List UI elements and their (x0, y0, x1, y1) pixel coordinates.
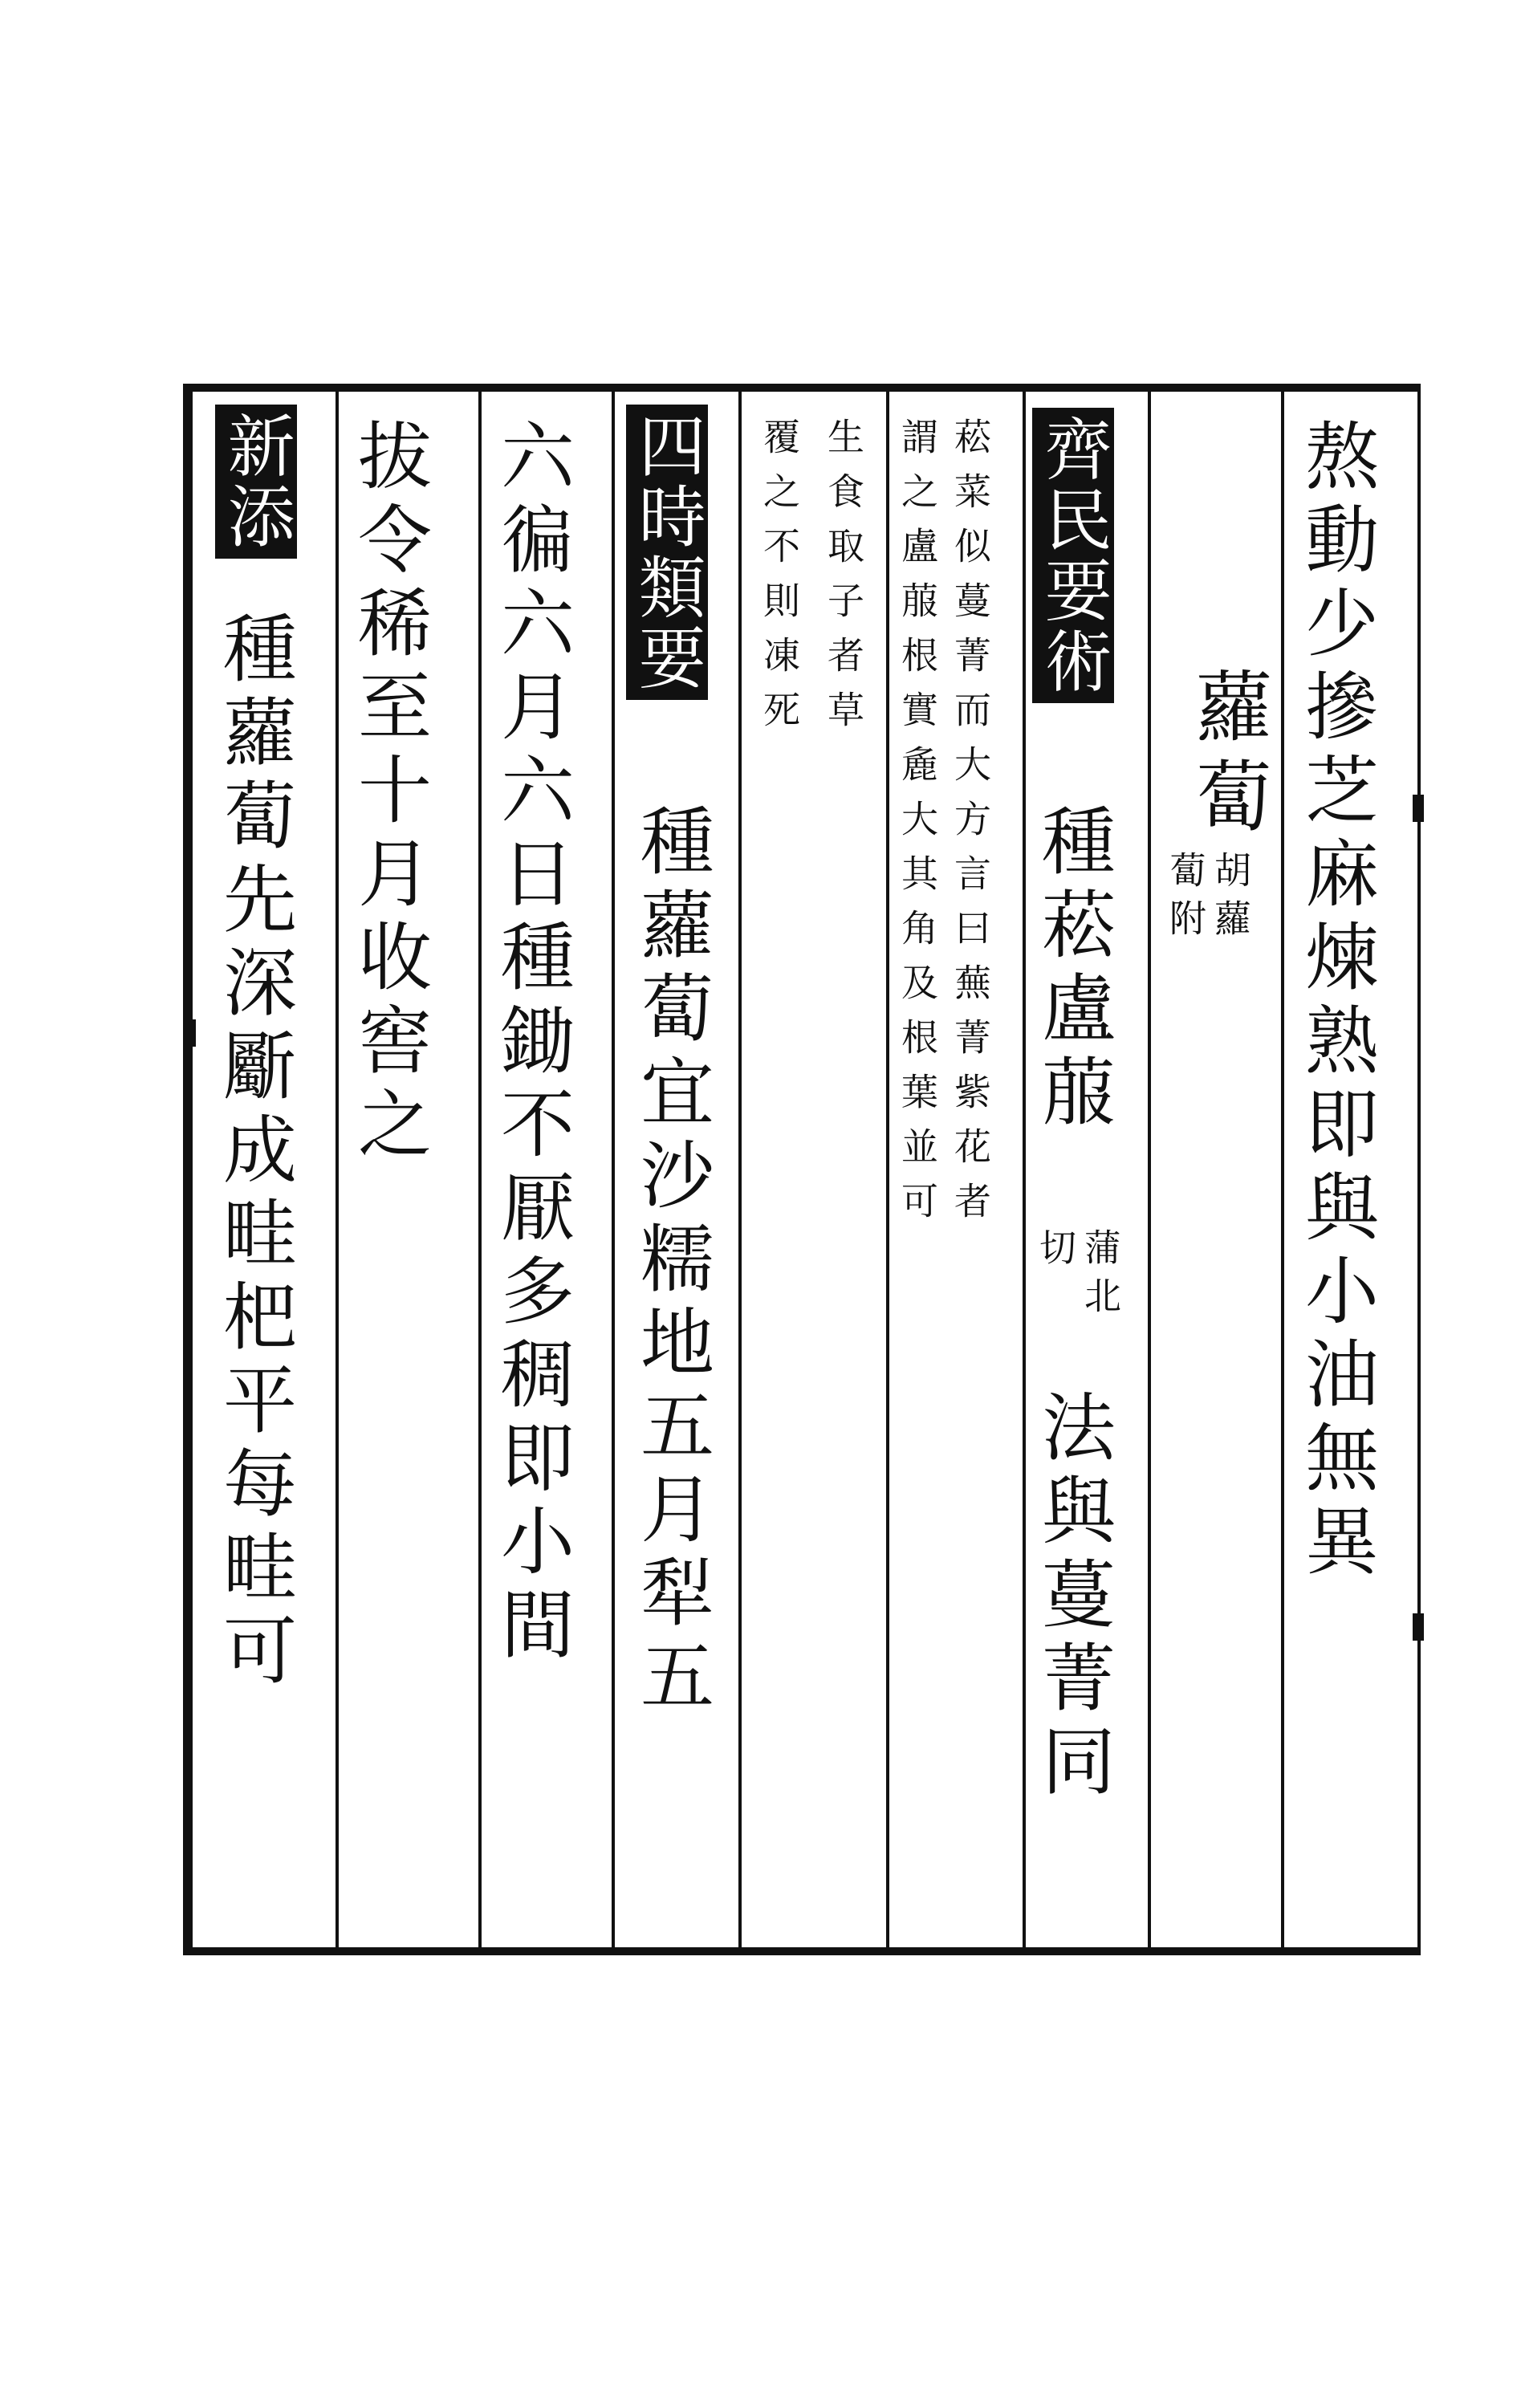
text-column-8: 種蘿蔔宜沙糯地五月犁五 (628, 803, 714, 1721)
source-label-sishi-leiyao: 四時類要 (626, 405, 708, 700)
annotation-line: 蔔附 (1164, 851, 1207, 947)
column-rule (336, 384, 339, 1955)
edge-mark (1413, 1613, 1424, 1641)
section-heading: 蘿蔔 (1183, 666, 1273, 846)
source-label-qimin-yaoshu: 齊民要術 (1032, 408, 1114, 703)
commentary-column-4: 覆之不則凍死 (758, 417, 801, 745)
commentary-column-3: 生食取子者草 (822, 417, 865, 745)
column-rule (478, 384, 482, 1955)
text-column-10: 拔令稀至十月收窖之 (346, 417, 432, 1169)
edge-mark (185, 1019, 196, 1047)
column-rule (1023, 384, 1026, 1955)
text-column-9: 六徧六月六日種鋤不厭多稠即小間 (489, 417, 575, 1670)
column-rule (886, 384, 889, 1955)
text-column-11: 種蘿蔔先深斸成畦杷平每畦可 (211, 610, 297, 1695)
source-label-xintian: 新添 (215, 405, 297, 559)
column-rule (612, 384, 615, 1955)
text-column-1: 熬動少摻芝麻煉熟即與小油無異 (1293, 417, 1379, 1586)
column-rule (738, 384, 742, 1955)
commentary-column-1: 菘菜似蔓菁而大方言曰蕪菁紫花者 (949, 417, 992, 1236)
text-column-3b: 法與蔓菁同 (1030, 1389, 1116, 1806)
column-rule (1281, 384, 1284, 1955)
column-rule (1148, 384, 1151, 1955)
edge-mark (1413, 795, 1424, 822)
text-column-3a: 種菘盧菔 (1030, 803, 1116, 1137)
annotation-line: 蒲北 (1079, 1228, 1122, 1324)
annotation-line: 胡蘿 (1209, 851, 1252, 947)
commentary-column-2: 謂之盧菔根實麁大其角及根葉並可 (896, 417, 939, 1236)
annotation-line: 切 (1034, 1228, 1077, 1276)
heading-annotation (1164, 851, 1252, 947)
pronunciation-note (1034, 1228, 1122, 1324)
